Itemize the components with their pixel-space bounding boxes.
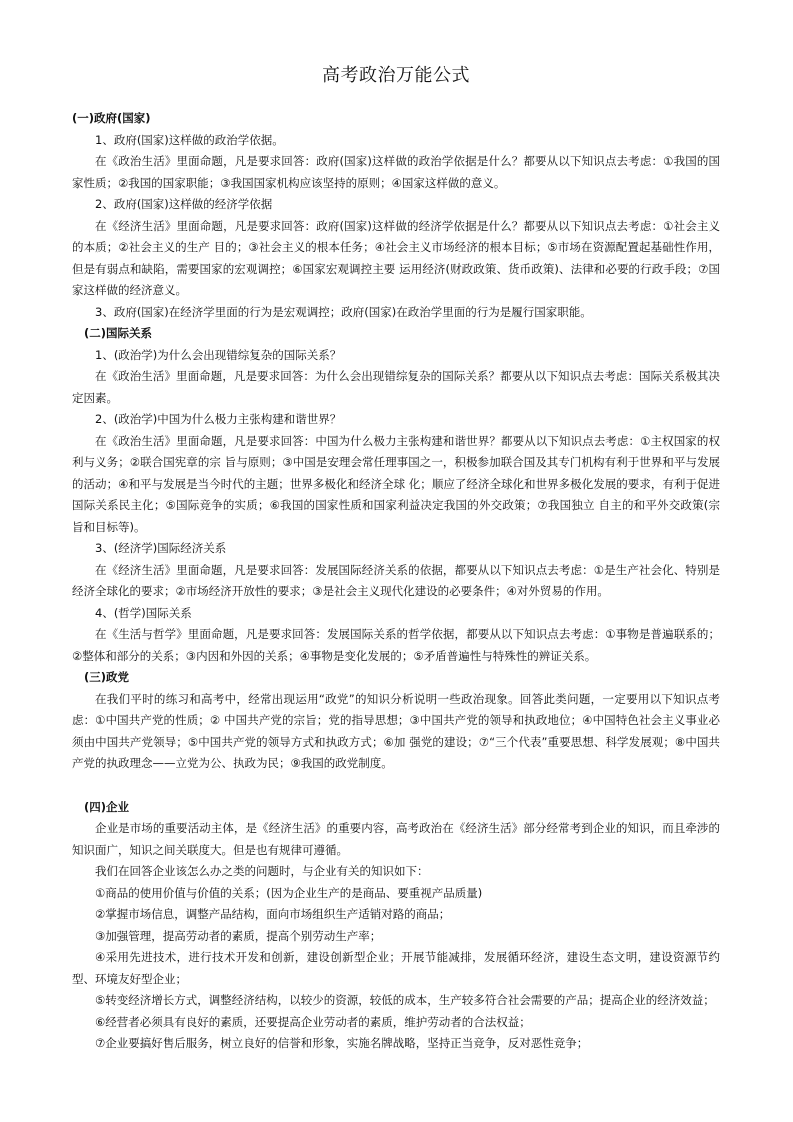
question-line: 1、政府(国家)这样做的政治学依据。 [95,132,284,147]
document-page [72,62,720,1055]
answer-paragraph: 在《政治生活》里面命题，凡是要求回答：政府(国家)这样做的政治学依据是什么？都要从以下知识点去考虑：①我国的国家性质；②我国的国家职能；③我国国家机构应该坚持的原则；④国家这样做的意义。 [72,154,720,190]
question-line: 2、政府(国家)这样做的经济学依据 [95,197,273,211]
list-item: ③加强管理，提高劳动者的素质，提高个别劳动生产率； [95,928,382,943]
answer-paragraph: 在《生活与哲学》里面命题，凡是要求回答：发展国际关系的哲学依据，都要从以下知识点去考虑：①事物是普遍联系的；②整体和部分的关系；③内因和外因的关系；④事物是变化发展的；⑤矛盾普遍性与特殊性的辨证关系。 [72,627,720,663]
question-line: 3、(经济学)国际经济关系 [95,541,227,555]
list-item: ④采用先进技术，进行技术开发和创新，建设创新型企业；开展节能减排，发展循环经济，建设生态文明，建设资源节约型、环境友好型企业； [72,950,720,986]
answer-paragraph: 在我们平时的练习和高考中，经常出现运用“政党”的知识分析说明一些政治现象。回答此类问题，一定要用以下知识点考虑：①中国共产党的性质；② 中国共产党的宗旨；党的指导思想；③中国共产党的领导和执政地位；④中国特色社会主义事业必须由中国共产党领导；⑤中国共产党的领导方式和执政方式；⑥加 强党的建设；⑦“三个代表”重要思想、科学发展观；⑧中国共产党的执政理念——立党为公、执政为民；⑨我国的政党制度。 [72,691,720,770]
answer-paragraph: 在《经济生活》里面命题，凡是要求回答：发展国际经济关系的依据，都要从以下知识点去考虑：①是生产社会化、特别是经济全球化的要求；②市场经济开放性的要求；③是社会主义现代化建设的必要条件；④对外贸易的作用。 [72,562,720,598]
list-item: ②掌握市场信息，调整产品结构，面向市场组织生产适销对路的商品； [95,907,451,921]
section-heading-party: (三)政党 [84,670,130,684]
list-item: ⑦企业要搞好售后服务，树立良好的信誉和形象，实施名牌战略，坚持正当竞争，反对恶性竞争； [95,1036,589,1050]
list-item: ①商品的使用价值与价值的关系；(因为企业生产的是商品、要重视产品质量) [95,885,483,900]
page-title: 高考政治万能公式 [322,65,470,86]
question-line: 1、(政治学)为什么会出现错综复杂的国际关系？ [95,347,342,362]
answer-paragraph: 在《经济生活》里面命题，凡是要求回答：政府(国家)这样做的经济学依据是什么？都要从以下知识点去考虑：①社会主义的本质；②社会主义的生产 目的；③社会主义的根本任务；④社会主义市场经济的根本目标；⑤市场在资源配置起基础性作用，但是有弱点和缺陷，需要国家的宏观调控；⑥国家宏观调控主要 运用经济(财政政策、货币政策)、法律和必要的行政手段；⑦国家这样做的经济意义。 [72,218,720,297]
answer-paragraph: 在《政治生活》里面命题，凡是要求回答：中国为什么极力主张构建和谐世界？都要从以下知识点去考虑：①主权国家的权利与义务；②联合国宪章的宗 旨与原则；③中国是安理会常任理事国之一，积极参加联合国及其专门机构有利于世界和平与发展的活动；④和平与发展是当今时代的主题；世界多极化和经济全球 化；顺应了经济全球化和世界多极化发展的要求，有利于促进国际关系民主化；⑤国际竞争的实质；⑥我国的国家性质和国家利益决定我国的外交政策；⑦我国独立 自主的和平外交政策(宗旨和目标等)。 [72,433,720,534]
list-item: ⑥经营者必须具有良好的素质，还要提高企业劳动者的素质，维护劳动者的合法权益； [95,1014,531,1029]
question-line: 4、(哲学)国际关系 [95,605,192,620]
section-heading-government: (一)政府(国家) [72,111,151,125]
intro-paragraph: 企业是市场的重要活动主体，是《经济生活》的重要内容，高考政治在《经济生活》部分经常考到企业的知识，而且牵涉的知识面广，知识之间关联度大。但是也有规律可遵循。 [72,821,720,857]
section-heading-enterprise: (四)企业 [84,799,130,814]
answer-paragraph: 在《政治生活》里面命题，凡是要求回答：为什么会出现错综复杂的国际关系？都要从以下知识点去考虑：国际关系极其决定因素。 [72,369,720,405]
list-item: ⑤转变经济增长方式，调整经济结构，以较少的资源，较低的成本，生产较多符合社会需要的产品；提高企业的经济效益； [95,993,715,1007]
question-line: 3、政府(国家)在经济学里面的行为是宏观调控；政府(国家)在政治学里面的行为是履行国家职能。 [95,304,592,319]
question-line: 2、(政治学)中国为什么极力主张构建和谐世界？ [95,412,342,426]
section-heading-international: (二)国际关系 [84,326,153,340]
lead-line: 我们在回答企业该怎么办之类的问题时，与企业有关的知识如下： [95,864,429,878]
section-spacer [72,775,720,797]
